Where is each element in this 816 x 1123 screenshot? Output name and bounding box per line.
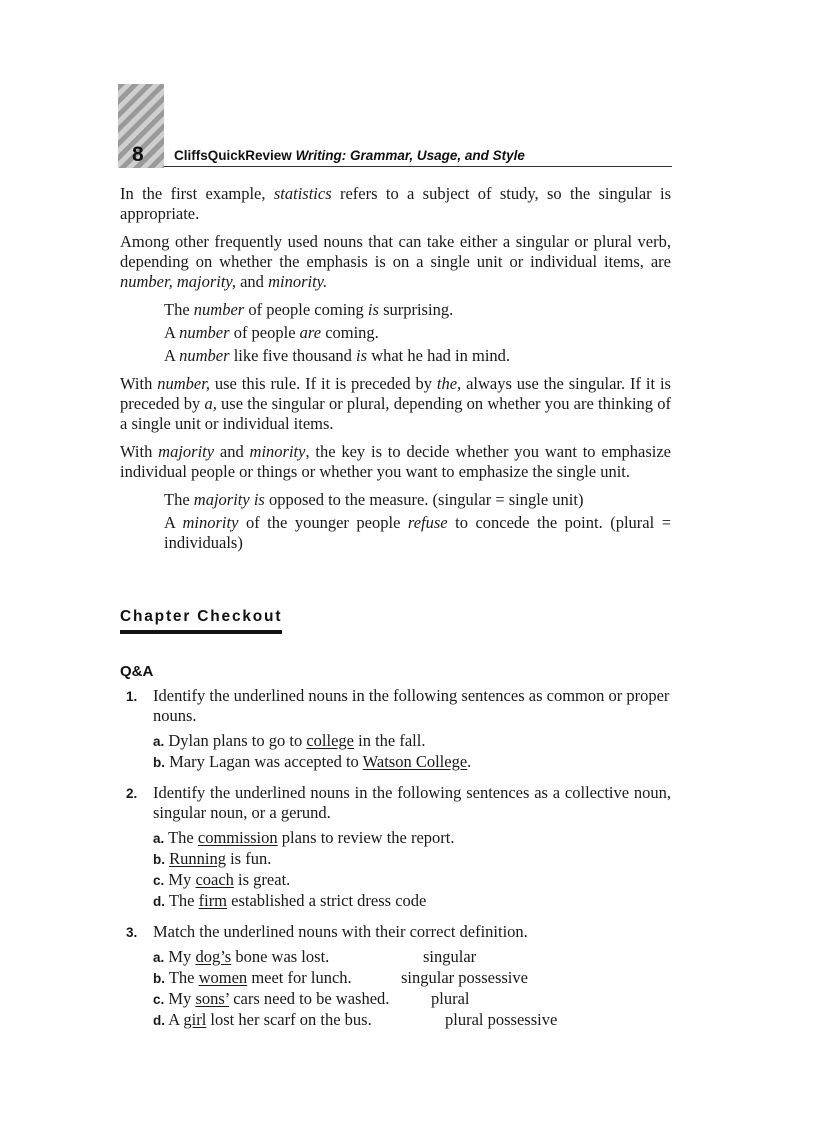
question-1 — [126, 686, 671, 783]
item-label: d. — [153, 894, 165, 909]
examples-majority-minority — [164, 490, 671, 553]
text: Among other frequently used nouns that can take either a singular or plural verb, depending on whether the emphasis is on a single unit or individual items, are — [120, 232, 671, 271]
list-item — [153, 989, 671, 1010]
list-item — [153, 870, 671, 891]
text: Dylan plans to go to — [164, 731, 307, 750]
underlined-noun: commission — [197, 828, 278, 847]
question-body — [153, 686, 671, 783]
list-item — [153, 891, 671, 912]
chapter-checkout-heading: Chapter Checkout — [120, 607, 282, 634]
italic-term: a, — [204, 394, 217, 413]
question-number: 2. — [126, 786, 138, 801]
item-label: c. — [153, 992, 165, 1007]
underlined-noun: Running — [169, 849, 226, 868]
text: established a strict dress code — [227, 891, 427, 910]
list-item — [153, 752, 671, 773]
question-2 — [126, 783, 671, 922]
text: My — [164, 947, 196, 966]
italic-term: the, — [436, 374, 462, 393]
paragraph-1 — [120, 184, 671, 224]
text: , the key is to decide whether you want to emphasize individual people or things or whether you want to emphasize the single unit. — [120, 442, 671, 481]
text: always use the singular. If it is preceded by — [120, 374, 671, 413]
list-item — [153, 1010, 671, 1031]
text: The — [165, 891, 199, 910]
definition-option: singular possessive — [401, 968, 528, 987]
italic-term: number, — [120, 272, 173, 291]
text: use this rule. If it is preceded by — [209, 374, 437, 393]
paragraph-4 — [120, 442, 671, 482]
text: meet for lunch. — [247, 968, 352, 987]
text: In the first example, — [120, 184, 274, 203]
italic-term: is — [367, 300, 379, 319]
item-label: c. — [153, 873, 165, 888]
text: of people — [229, 323, 300, 342]
example-sentence — [164, 513, 671, 553]
text: My — [164, 989, 196, 1008]
text: The — [165, 968, 199, 987]
example-sentence — [164, 346, 671, 366]
text: what he had in mind. — [367, 346, 511, 365]
list-item — [153, 968, 671, 989]
italic-term: number — [179, 323, 230, 342]
text: cars need to be washed. — [229, 989, 390, 1008]
running-head — [174, 148, 525, 163]
text: A — [164, 346, 180, 365]
italic-term: minority. — [268, 272, 328, 291]
text: Mary Lagan was accepted to — [165, 752, 363, 771]
definition-option: singular — [423, 947, 477, 966]
italic-term: minority — [249, 442, 306, 461]
text: in the fall. — [353, 731, 426, 750]
italic-term: minority — [182, 513, 239, 532]
text: refers to a subject of study, so the singular is appropriate. — [120, 184, 671, 223]
list-item — [153, 849, 671, 870]
list-item — [153, 947, 671, 968]
text: . — [467, 752, 472, 771]
italic-term: number, — [157, 374, 210, 393]
item-label: a. — [153, 831, 165, 846]
item-label: b. — [153, 852, 165, 867]
text: is fun. — [225, 849, 272, 868]
question-3 — [126, 922, 671, 1041]
text: use the singular or plural, depending on whether you are thinking of a single unit or individual items. — [120, 394, 671, 433]
question-items — [153, 828, 671, 912]
italic-term: is — [356, 346, 368, 365]
underlined-noun: sons’ — [195, 989, 230, 1008]
page-content — [120, 184, 671, 1041]
examples-number — [164, 300, 671, 366]
italic-term: number — [179, 346, 230, 365]
underlined-noun: girl — [183, 1010, 207, 1029]
text: lost her scarf on the bus. — [206, 1010, 372, 1029]
paragraph-3 — [120, 374, 671, 434]
italic-term: number — [193, 300, 245, 319]
italic-term: majority is — [193, 490, 265, 509]
text: The — [164, 490, 194, 509]
text: surprising. — [378, 300, 454, 319]
question-body — [153, 922, 671, 1041]
item-label: a. — [153, 734, 165, 749]
brand-name: CliffsQuickReview — [174, 148, 292, 163]
underlined-noun: firm — [198, 891, 228, 910]
text: The — [164, 828, 198, 847]
question-text: Identify the underlined nouns in the following sentences as a collective noun, singular noun, or a gerund. — [153, 783, 671, 822]
question-number: 3. — [126, 925, 138, 940]
definition-option: plural — [431, 989, 470, 1008]
question-text: Identify the underlined nouns in the following sentences as common or proper nouns. — [153, 686, 670, 725]
example-sentence — [164, 490, 671, 510]
underlined-noun: women — [198, 968, 248, 987]
question-items — [153, 731, 671, 773]
question-body — [153, 783, 671, 922]
text: coming. — [321, 323, 379, 342]
text: is great. — [233, 870, 291, 889]
underlined-noun: college — [306, 731, 354, 750]
text: bone was lost. — [231, 947, 330, 966]
list-item — [153, 731, 671, 752]
underlined-noun: dog’s — [195, 947, 232, 966]
qa-heading: Q&A — [120, 663, 154, 680]
example-sentence — [164, 300, 671, 320]
text: and — [235, 272, 269, 291]
text: With — [120, 442, 159, 461]
text: A — [165, 1010, 184, 1029]
underlined-noun: Watson College — [362, 752, 468, 771]
paragraph-2 — [120, 232, 671, 292]
italic-term: statistics — [273, 184, 332, 203]
text: and — [214, 442, 250, 461]
example-sentence — [164, 323, 671, 343]
page-number: 8 — [132, 143, 144, 166]
question-items — [153, 947, 671, 1031]
text: The — [164, 300, 194, 319]
italic-term: are — [299, 323, 322, 342]
item-label: b. — [153, 971, 165, 986]
italic-term: majority, — [176, 272, 236, 291]
text: My — [164, 870, 196, 889]
question-number: 1. — [126, 689, 138, 704]
text: like five thousand — [229, 346, 357, 365]
text: With — [120, 374, 158, 393]
item-label: d. — [153, 1013, 165, 1028]
item-label: b. — [153, 755, 165, 770]
text: to concede the point. (plural = individuals) — [164, 513, 671, 552]
text: opposed to the measure. (singular = single unit) — [264, 490, 584, 509]
text: of people coming — [244, 300, 368, 319]
text: plans to review the report. — [277, 828, 455, 847]
italic-term: majority — [158, 442, 215, 461]
item-label: a. — [153, 950, 165, 965]
definition-option: plural possessive — [445, 1010, 558, 1029]
text: A — [164, 513, 183, 532]
underlined-noun: coach — [195, 870, 234, 889]
book-title: Writing: Grammar, Usage, and Style — [295, 148, 525, 163]
text: of the younger people — [238, 513, 408, 532]
list-item — [153, 828, 671, 849]
question-text: Match the underlined nouns with their correct definition. — [153, 922, 528, 941]
text: A — [164, 323, 180, 342]
header-rule — [164, 166, 672, 167]
italic-term: refuse — [407, 513, 448, 532]
